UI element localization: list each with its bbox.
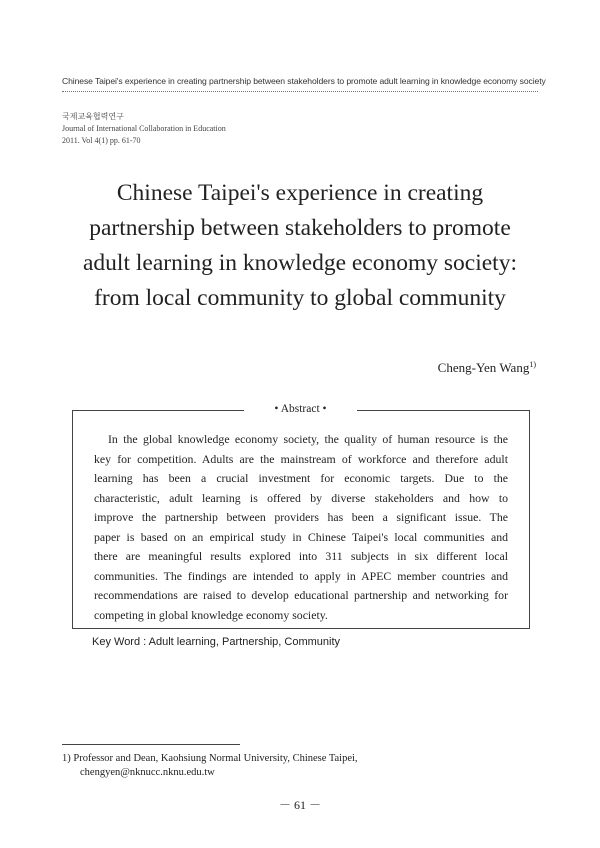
- footnote-affiliation: 1) Professor and Dean, Kaohsiung Normal University, Chinese Taipei,: [62, 753, 358, 764]
- abstract-text: [94, 430, 508, 625]
- journal-name-english: Journal of International Collaboration in Education: [62, 124, 226, 133]
- abstract-line: characteristic, adult learning is offered by diverse stakeholders and how to: [94, 490, 508, 505]
- abstract-box-top-right-rule: [357, 410, 529, 411]
- abstract-line: there are meaningful results explored into 311 subjects in six different local: [94, 549, 508, 563]
- title-line-2: partnership between stakeholders to promote: [89, 215, 511, 241]
- title-line-3: adult learning in knowledge economy society:: [83, 250, 517, 276]
- author-name: Cheng-Yen Wang: [437, 360, 530, 375]
- abstract-line: competing in global knowledge economy society.: [94, 607, 328, 622]
- journal-name-korean: 국제교육협력연구: [62, 112, 124, 121]
- paper-title: [70, 176, 530, 316]
- running-header-rule: [62, 91, 538, 92]
- footnote-rule: [62, 744, 240, 745]
- abstract-line: paper is based on an empirical study in Chinese Taipei's local communities and: [94, 529, 508, 544]
- abstract-box-top-left-rule: [72, 410, 244, 411]
- footnote-email[interactable]: chengyen@nknucc.nknu.edu.tw: [80, 767, 215, 778]
- title-line-1: Chinese Taipei's experience in creating: [116, 180, 484, 206]
- journal-info: [62, 111, 226, 147]
- page-number: － 61 －: [278, 798, 321, 812]
- author: [438, 360, 536, 376]
- footnote: [62, 752, 358, 780]
- abstract-line: improve the partnership between providers has been a significant issue. The: [94, 510, 508, 524]
- author-footnote-mark[interactable]: 1): [529, 360, 536, 369]
- abstract-line: communities. The findings are intended to apply in APEC member countries and: [94, 568, 508, 583]
- abstract-line: key for competition. Adults are the mainstream of workforce and therefore adult: [94, 451, 508, 466]
- title-line-4: from local community to global community: [94, 285, 506, 311]
- abstract-heading: • Abstract •: [274, 403, 327, 415]
- keywords: Key Word : Adult learning, Partnership, Community: [92, 636, 341, 648]
- journal-citation: 2011. Vol 4(1) pp. 61-70: [62, 136, 141, 145]
- abstract-line: In the global knowledge economy society, the quality of human resource is the: [108, 432, 508, 446]
- abstract-line: recommendations are raised to develop educational partnership and networking for: [94, 588, 508, 602]
- abstract-line: learning has been a crucial investment for economic targets. Due to the: [94, 471, 508, 485]
- running-header: Chinese Taipei's experience in creating partnership between stakeholders to promote adult learning in knowledge economy society: [62, 76, 546, 86]
